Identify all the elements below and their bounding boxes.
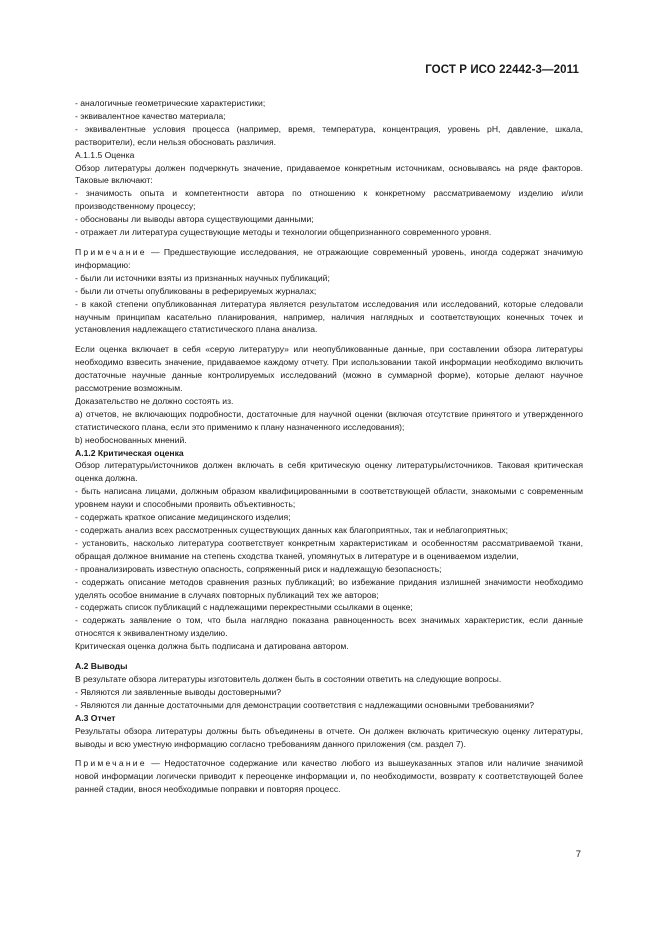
paragraph: - аналогичные геометрические характеристики; <box>75 98 266 108</box>
paragraph: - содержать анализ всех рассмотренных существующих данных как благоприятных, так и неблагоприятных; <box>75 525 508 535</box>
paragraph: - содержать заявление о том, что была наглядно показана равноценность всех значимых характеристик, если данные относятся к эквивалентному изделию. <box>75 615 583 639</box>
paragraph: Если оценка включает в себя «серую литературу» или неопубликованные данные, при составлении обзора литературы необходимо взвесить значение, придаваемое каждому отчету. При использовании такой информации необходимо включить достаточные научные данные контролируемых исследований (можно в суммарной форме), которые делают научное рассмотрение возможным. <box>75 344 583 394</box>
section-heading: А.2 Выводы <box>75 661 128 672</box>
page-content <box>75 97 583 796</box>
paragraph: - содержать краткое описание медицинского изделия; <box>75 512 291 523</box>
paragraph: В результате обзора литературы изготовитель должен быть в состоянии ответить на следующие вопросы. <box>75 673 502 684</box>
list-item: a) отчетов, не включающих подробности, достаточные для научной оценки (включая отсутствие принятого и утвержденного статистического плана, если это применимо к плану назначенного исследования); <box>75 408 583 432</box>
paragraph: - эквивалентные условия процесса (например, время, температура, концентрация, уровень pH, давление, шкала, растворители), если нельзя обосновать различия. <box>75 123 583 147</box>
paragraph: - Являются ли данные достаточными для демонстрации соответствия с надлежащими основными требованиями? <box>75 699 534 710</box>
paragraph: - были ли отчеты опубликованы в реферируемых журналах; <box>75 285 317 296</box>
paragraph: Обзор литературы/источников должен включать в себя критическую оценку литературы/источников. Таковая критическая оценка должна. <box>75 460 583 484</box>
list-item: b) необоснованных мнений. <box>75 434 187 445</box>
page-number: 7 <box>575 849 581 860</box>
paragraph: - установить, насколько литература соответствует конкретным характеристикам и особенностям рассматриваемой ткани, обращая должное внимание на степень сходства тканей, упомянутых в литературе и в оцениваемом изделии, <box>75 537 583 561</box>
note-text: — Недостаточное содержание или качество любого из вышеуказанных этапов или наличие значимой новой информации логически приводит к переоценке информации и, по необходимости, возврату к соответствующей более ранней стадии, внося необходимые поправки и повторяя процесс. <box>75 758 583 795</box>
paragraph: Обзор литературы должен подчеркнуть значение, придаваемое конкретным источникам, основываясь на ряде факторов. Таковые включают: <box>75 162 583 186</box>
paragraph: - были ли источники взяты из признанных научных публикаций; <box>75 272 330 283</box>
note-label: Примечание <box>75 758 147 769</box>
paragraph: - значимость опыта и компетентности автора по отношению к конкретному рассматриваемому изделию и/или производственному процессу; <box>75 188 583 212</box>
note-paragraph <box>75 246 583 272</box>
paragraph: - эквивалентное качество материала; <box>75 110 226 121</box>
paragraph: - содержать описание методов сравнения разных публикаций; во избежание придания излишней значимости необходимо уделять особое внимание в случаях повторных публикаций тех же авторов; <box>75 576 583 600</box>
paragraph: - обоснованы ли выводы автора существующими данными; <box>75 214 314 225</box>
paragraph: - в какой степени опубликованная литература является результатом исследования или исследований, которые следовали научным принципам касательно планирования, например, наличия наглядных и соответствующих конечных точек и установления надлежащего статистического плана анализа. <box>75 298 583 335</box>
paragraph: Результаты обзора литературы должны быть объединены в отчете. Он должен включать критическую оценку литературы, выводы и всю уместную информацию согласно требованиям данного приложения (см. раздел 7). <box>75 725 583 749</box>
section-heading: А.1.2 Критическая оценка <box>75 447 184 458</box>
paragraph: Критическая оценка должна быть подписана и датирована автором. <box>75 641 349 652</box>
section-heading: А.1.1.5 Оценка <box>75 149 135 160</box>
document-id-header: ГОСТ Р ИСО 22442-3—2011 <box>425 64 579 76</box>
paragraph: - быть написана лицами, должным образом квалифицированными в соответствующей области, знакомыми с современным уровнем науки и способными проявить объективность; <box>75 486 583 510</box>
paragraph: - Являются ли заявленные выводы достоверными? <box>75 686 282 697</box>
note-label: Примечание <box>75 246 147 257</box>
note-text: — Предшествующие исследования, не отражающие современный уровень, иногда содержат значимую информацию: <box>75 246 583 270</box>
paragraph: - проанализировать известную опасность, сопряженный риск и надлежащую безопасность; <box>75 563 442 574</box>
paragraph: - содержать список публикаций с надлежащими перекрестными ссылками в оценке; <box>75 602 413 613</box>
paragraph: Доказательство не должно состоять из. <box>75 395 234 406</box>
section-heading: А.3 Отчет <box>75 712 116 723</box>
note-paragraph <box>75 757 583 796</box>
paragraph: - отражает ли литература существующие методы и технологии общепризнанного современного уровня. <box>75 227 492 238</box>
